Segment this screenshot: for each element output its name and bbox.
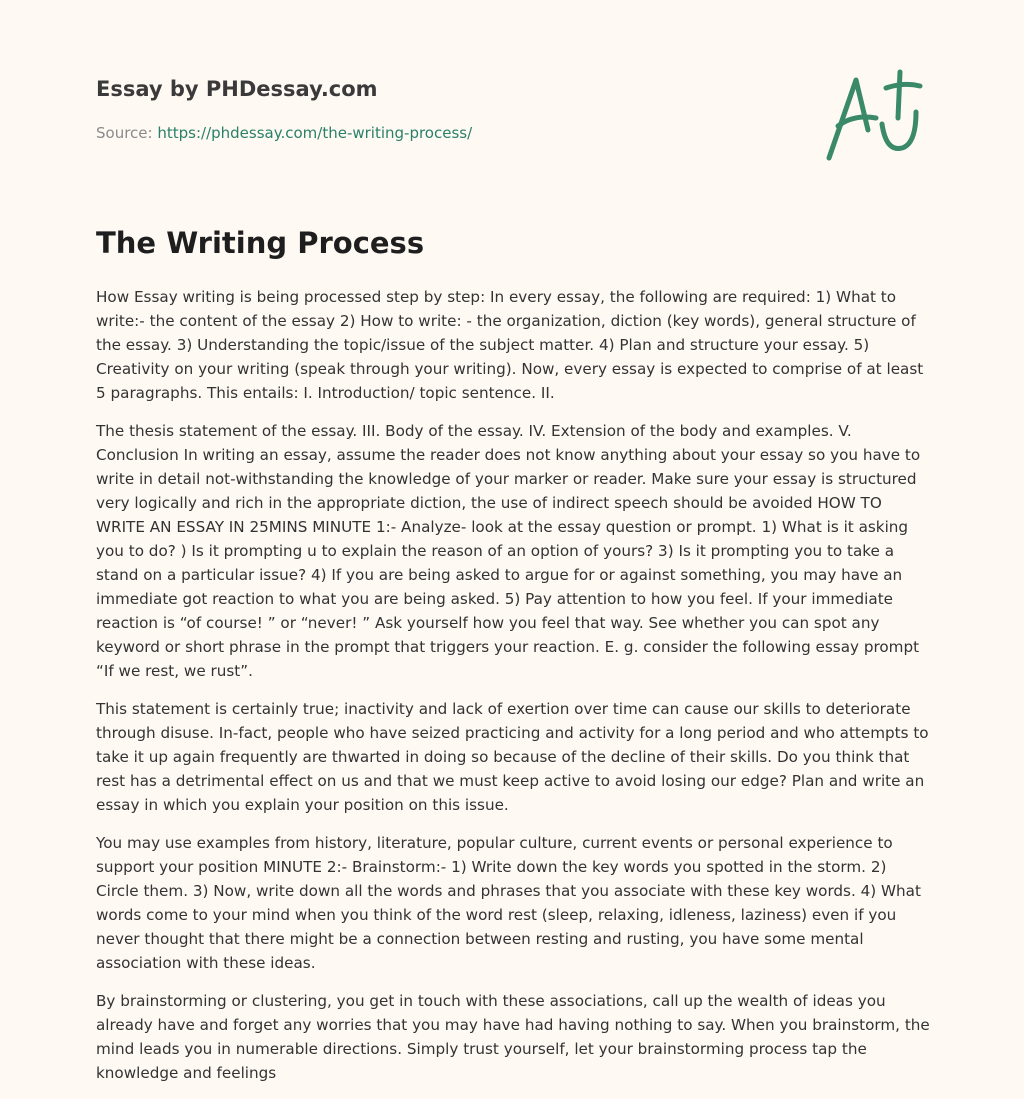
site-brand: Essay by PHDessay.com — [96, 77, 378, 101]
article-paragraph: How Essay writing is being processed step by step: In every essay, the following are required: 1) What to write:- the content of the essay 2) How to write: - the organization, diction (key words), general structure of the essay. 3) Understanding the topic/issue of the subject matter. 4) Plan and structure your essay. 5) Creativity on your writing (speak through your writing). Now, every essay is expected to comprise of at least 5 paragraphs. This entails: I. Introduction/ topic sentence. II. — [96, 288, 924, 402]
article-body — [96, 285, 932, 1099]
a-plus-logo-icon — [824, 66, 928, 166]
article-title: The Writing Process — [96, 226, 425, 260]
article-paragraph: You may use examples from history, literature, popular culture, current events or personal experience to support your position MINUTE 2:- Brainstorm:- 1) Write down the key words you spotted in the storm. 2) Circle them. 3) Now, write down all the words and phrases that you associate with these key words. 4) What words come to your mind when you think of the word rest (sleep, relaxing, idleness, laziness) even if you never thought that there might be a connection between resting and rusting, you have some mental association with these ideas. — [96, 834, 921, 972]
source-label: Source: — [96, 124, 153, 142]
article-paragraph: By brainstorming or clustering, you get in touch with these associations, call up the wealth of ideas you already have and forget any worries that you may have had having nothing to say. When you brainstorm, the mind leads you in numerable directions. Simply trust yourself, let your brainstorming process tap the knowledge and feelings — [96, 992, 930, 1082]
source-line — [96, 124, 472, 142]
article-paragraph: This statement is certainly true; inactivity and lack of exertion over time can cause our skills to deteriorate through disuse. In-fact, people who have seized practicing and activity for a long period and who attempts to take it up again frequently are thwarted in doing so because of the decline of their skills. Do you think that rest has a detrimental effect on us and that we must keep active to avoid losing our edge? Plan and write an essay in which you explain your position on this issue. — [96, 700, 929, 814]
article-paragraph: The thesis statement of the essay. III. Body of the essay. IV. Extension of the body and examples. V. Conclusion In writing an essay, assume the reader does not know anything about your essay so you have to write in detail not-withstanding the knowledge of your marker or reader. Make sure your essay is structured very logically and rich in the appropriate diction, the use of indirect speech should be avoided HOW TO WRITE AN ESSAY IN 25MINS MINUTE 1:- Analyze- look at the essay question or prompt. 1) What is it asking you to do? ) Is it prompting u to explain the reason of an option of yours? 3) Is it prompting you to take a stand on a particular issue? 4) If you are being asked to argue for or against something, you may have an immediate got reaction to what you are being asked. 5) Pay attention to how you feel. If your immediate reaction is “of course! ” or “never! ” Ask yourself how you feel that way. See whether you can spot any keyword or short phrase in the prompt that triggers your reaction. E. g. consider the following essay prompt “If we rest, we rust”. — [96, 422, 921, 680]
source-link[interactable]: https://phdessay.com/the-writing-process/ — [157, 124, 473, 142]
